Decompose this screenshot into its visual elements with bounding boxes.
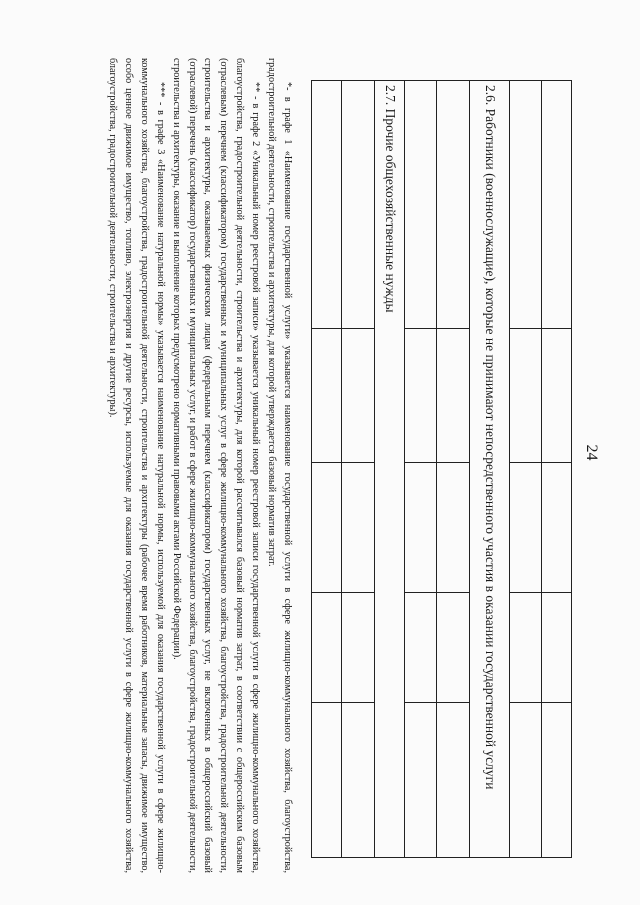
- table-cell: [437, 593, 470, 703]
- table-cell: [342, 593, 375, 703]
- section-2-7-heading: 2.7. Прочие общехозяйственные нужды: [375, 81, 405, 858]
- footnotes: [104, 58, 295, 873]
- table-cell: [342, 81, 375, 329]
- footnote-1: *- в графе 1 «Наименование государственной услуги» указывается наименование государственной услуги в сфере жилищно-коммунального хозяйства, благоустройства, градостроительной деятельности, строительства и архитектуры, для которой утверждается базовый норматив затрат.: [266, 58, 293, 873]
- table-cell: [405, 81, 437, 329]
- table-cell: [437, 329, 470, 463]
- table-cell: [405, 593, 437, 703]
- table-row-2-6: [470, 81, 510, 858]
- table-cell: [510, 593, 542, 703]
- table-row: [542, 81, 572, 858]
- table-cell: [312, 329, 342, 463]
- table-cell: [510, 463, 542, 593]
- table-cell: [542, 593, 572, 703]
- table-cell: [312, 81, 342, 329]
- table-cell: [437, 463, 470, 593]
- table-row: [510, 81, 542, 858]
- table-cell: [342, 329, 375, 463]
- table-cell: [342, 463, 375, 593]
- table-cell: [312, 593, 342, 703]
- table-cell: [312, 703, 342, 858]
- table-row: [437, 81, 470, 858]
- table-cell: [405, 329, 437, 463]
- table-row-2-7: [375, 81, 405, 858]
- table-cell: [312, 463, 342, 593]
- norms-table: [311, 80, 572, 858]
- table-row: [342, 81, 375, 858]
- table-cell: [437, 703, 470, 858]
- table-cell: [542, 703, 572, 858]
- table-row: [312, 81, 342, 858]
- table-cell: [510, 329, 542, 463]
- table-cell: [510, 703, 542, 858]
- table-cell: [405, 703, 437, 858]
- table-cell: [510, 81, 542, 329]
- table-cell: [542, 81, 572, 329]
- table-cell: [542, 329, 572, 463]
- page-number: 24: [583, 444, 600, 461]
- section-2-6-heading: 2.6. Работники (военнослужащие), которые не принимают непосредственного участия в оказании государственной услуги: [470, 81, 510, 858]
- table-cell: [437, 81, 470, 329]
- footnote-2: ** - в графе 2 «Уникальный номер реестровой записи» указывается уникальный номер реестровой записи государственной услуги в сфере жилищно-коммунального хозяйства, благоустройства, градостроительной деятельности, строительства и архитектуры, для которой рассчитывался базовый норматив затрат, в соответствии с общероссийским базовым (отраслевым) перечнем (классификатором) государственных и муниципальных услуг в сфере жилищно-коммунального хозяйства, благоустройства, градостроительной деятельности, строительства и архитектуры, оказываемых физическим лицам (федеральным перечнем (классификатором) государственных услуг, не включенных в общероссийский базовый (отраслевой) перечень (классификатор) государственных и муниципальных услуг, и работ в сфере жилищно-коммунального хозяйства, благоустройства, градостроительной деятельности, строительства и архитектуры, оказание и выполнение которых предусмотрено нормативными правовыми актами Российской Федерации).: [170, 58, 262, 873]
- table-cell: [342, 703, 375, 858]
- table-cell: [405, 463, 437, 593]
- table-cell: [542, 463, 572, 593]
- table-row: [405, 81, 437, 858]
- footnote-3: *** - в графе 3 «Наименование натуральной нормы» указывается наименование натуральной нормы, используемой для оказания государственной услуги в сфере жилищно-коммунального хозяйства, благоустройства, градостроительной деятельности, строительства и архитектуры (рабочее время работников, материальные запасы, движимое имущество, особо ценное движимое имущество, топливо, электроэнергия и другие ресурсы, используемые для оказания государственной услуги в сфере жилищно-коммунального хозяйства, благоустройства, градостроительной деятельности, строительства и архитектуры).: [107, 58, 166, 873]
